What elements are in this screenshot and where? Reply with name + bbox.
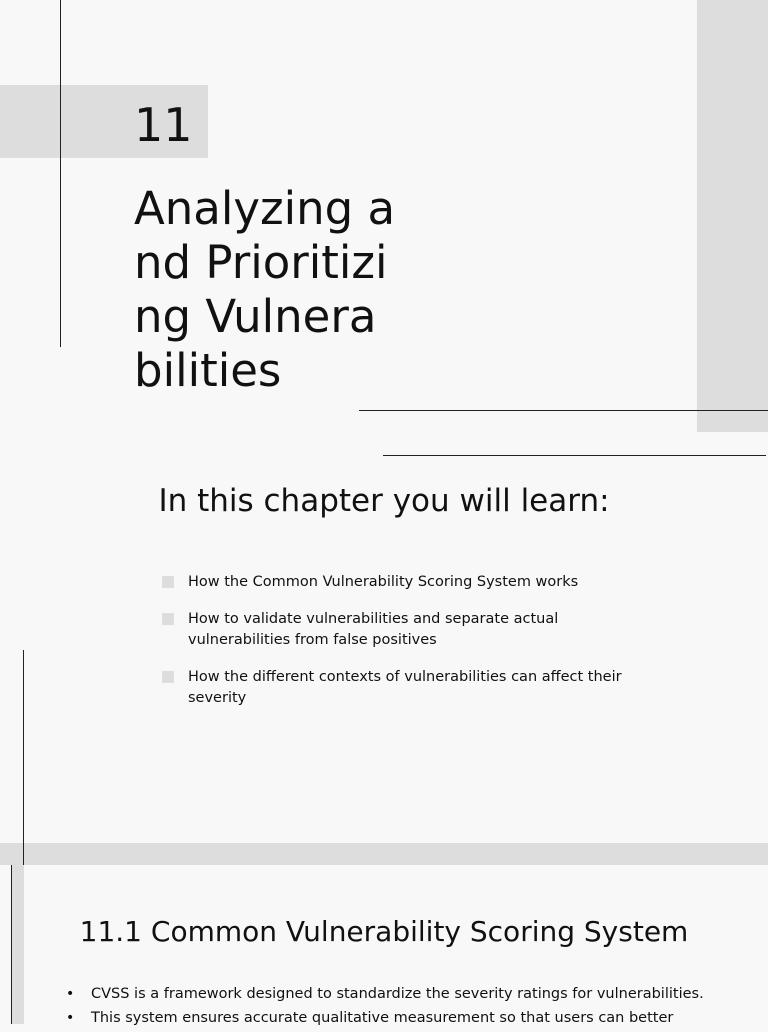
section-bullet-list [66, 984, 746, 1032]
learn-heading: In this chapter you will learn: [158, 483, 610, 519]
top-vertical-rule [60, 0, 61, 347]
bullet-dot-icon: • [66, 1010, 75, 1026]
section-divider-band [0, 843, 768, 865]
square-bullet-icon [162, 576, 174, 588]
chapter-number: 11 [134, 98, 193, 152]
list-item [66, 1008, 746, 1029]
list-item [162, 609, 622, 651]
list-item [162, 572, 622, 593]
objective-text: How the Common Vulnerability Scoring System works [188, 574, 579, 590]
bullet-dot-icon: • [66, 986, 75, 1002]
bullet-text: CVSS is a framework designed to standardize the severity ratings for vulnerabilities. [91, 986, 704, 1002]
list-item [162, 667, 622, 709]
middle-vertical-rule [23, 650, 24, 865]
title-rule-lower [383, 455, 766, 456]
title-rule-upper [359, 410, 768, 411]
objective-text: How the different contexts of vulnerabilities can affect their severity [188, 669, 622, 706]
objective-text: How to validate vulnerabilities and separate actual vulnerabilities from false positives [188, 611, 559, 648]
square-bullet-icon [162, 671, 174, 683]
bullet-text: This system ensures accurate qualitative measurement so that users can better [91, 1010, 674, 1026]
list-item [66, 984, 746, 1005]
learning-objectives-list [162, 572, 622, 725]
right-side-panel [697, 0, 768, 432]
square-bullet-icon [162, 613, 174, 625]
chapter-title: Analyzing and Prioritizing Vulnerabilities [134, 182, 396, 397]
section-title: 11.1 Common Vulnerability Scoring System [79, 915, 689, 948]
